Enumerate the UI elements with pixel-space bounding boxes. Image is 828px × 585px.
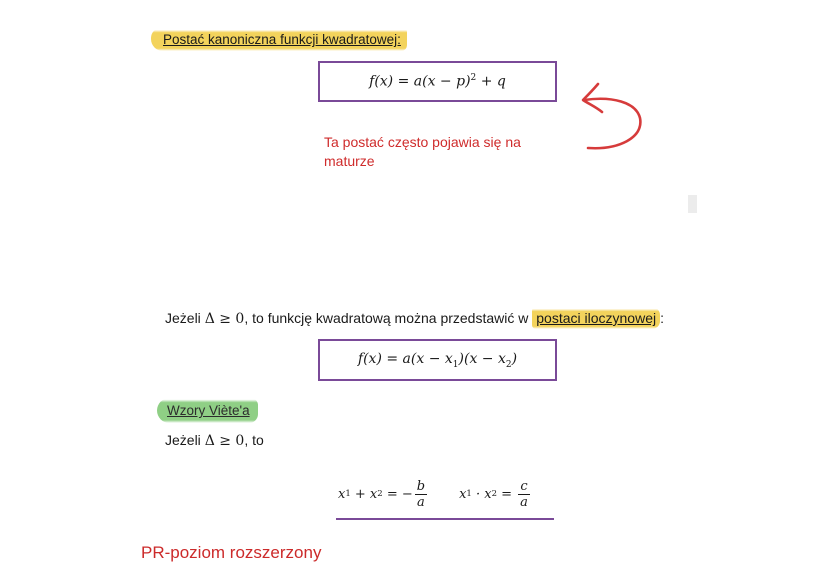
viete-product-fraction	[518, 479, 530, 510]
canonical-formula-tail: + q	[476, 73, 506, 90]
viete-sum-numerator: b	[416, 478, 426, 494]
viete-condition	[165, 432, 264, 449]
viete-product-equals: =	[497, 486, 517, 502]
section-title: PR-poziom rozszerzony	[141, 543, 322, 562]
viete-sum-fraction	[415, 479, 427, 510]
viete-condition-suffix: , to	[244, 432, 264, 448]
viete-sum-plus: + x	[350, 486, 378, 502]
viete-condition-delta: Δ ≥ 0	[204, 433, 245, 449]
viete-product-sub1: 1	[466, 489, 472, 499]
product-condition: Δ ≥ 0	[204, 311, 245, 327]
product-form-sentence	[165, 310, 664, 327]
viete-condition-prefix: Jeżeli	[165, 432, 205, 448]
heading-canonical-text: Postać kanoniczna funkcji kwadratowej:	[163, 32, 401, 47]
product-suffix: :	[660, 310, 664, 326]
product-formula-part3: )	[511, 350, 518, 367]
canonical-formula-main: f(x) = a(x − p)	[369, 73, 471, 90]
canonical-formula	[369, 73, 506, 90]
canonical-formula-exponent: 2	[470, 73, 477, 84]
viete-product-x: x	[459, 486, 467, 502]
viete-sum-sub2: 2	[377, 489, 383, 499]
product-formula-sub2: 2	[505, 359, 512, 370]
product-prefix: Jeżeli	[165, 310, 205, 326]
viete-sum-denominator: a	[417, 494, 425, 510]
product-middle: , to funkcję kwadratową można przedstawić w	[244, 310, 533, 326]
viete-sum-equals: = −	[382, 486, 413, 502]
product-formula-box	[318, 339, 557, 381]
viete-sum-formula	[338, 479, 429, 510]
viete-product-numerator: c	[520, 478, 528, 494]
curved-arrow-icon	[578, 76, 648, 152]
viete-product-denominator: a	[520, 494, 528, 510]
heading-viete	[157, 398, 258, 423]
product-formula-part1: f(x) = a(x − x	[357, 350, 453, 367]
viete-underline	[336, 518, 554, 520]
product-formula-part2: )(x − x	[458, 350, 506, 367]
viete-formulas	[338, 474, 532, 514]
heading-viete-text: Wzory Viète'a	[167, 403, 250, 418]
viete-product-dot: · x	[471, 486, 492, 502]
product-form-highlight: postaci iloczynowej	[532, 307, 660, 329]
product-formula-sub1: 1	[452, 359, 459, 370]
exam-note: Ta postać często pojawia się na maturze	[324, 134, 521, 169]
product-formula	[358, 351, 517, 370]
viete-sum-x: x	[338, 486, 346, 502]
viete-product-sub2: 2	[491, 489, 497, 499]
canonical-formula-box	[318, 61, 557, 102]
viete-product-formula	[459, 479, 532, 510]
heading-canonical-form	[151, 28, 407, 51]
scroll-marker	[688, 195, 697, 213]
viete-sum-sub1: 1	[345, 489, 351, 499]
